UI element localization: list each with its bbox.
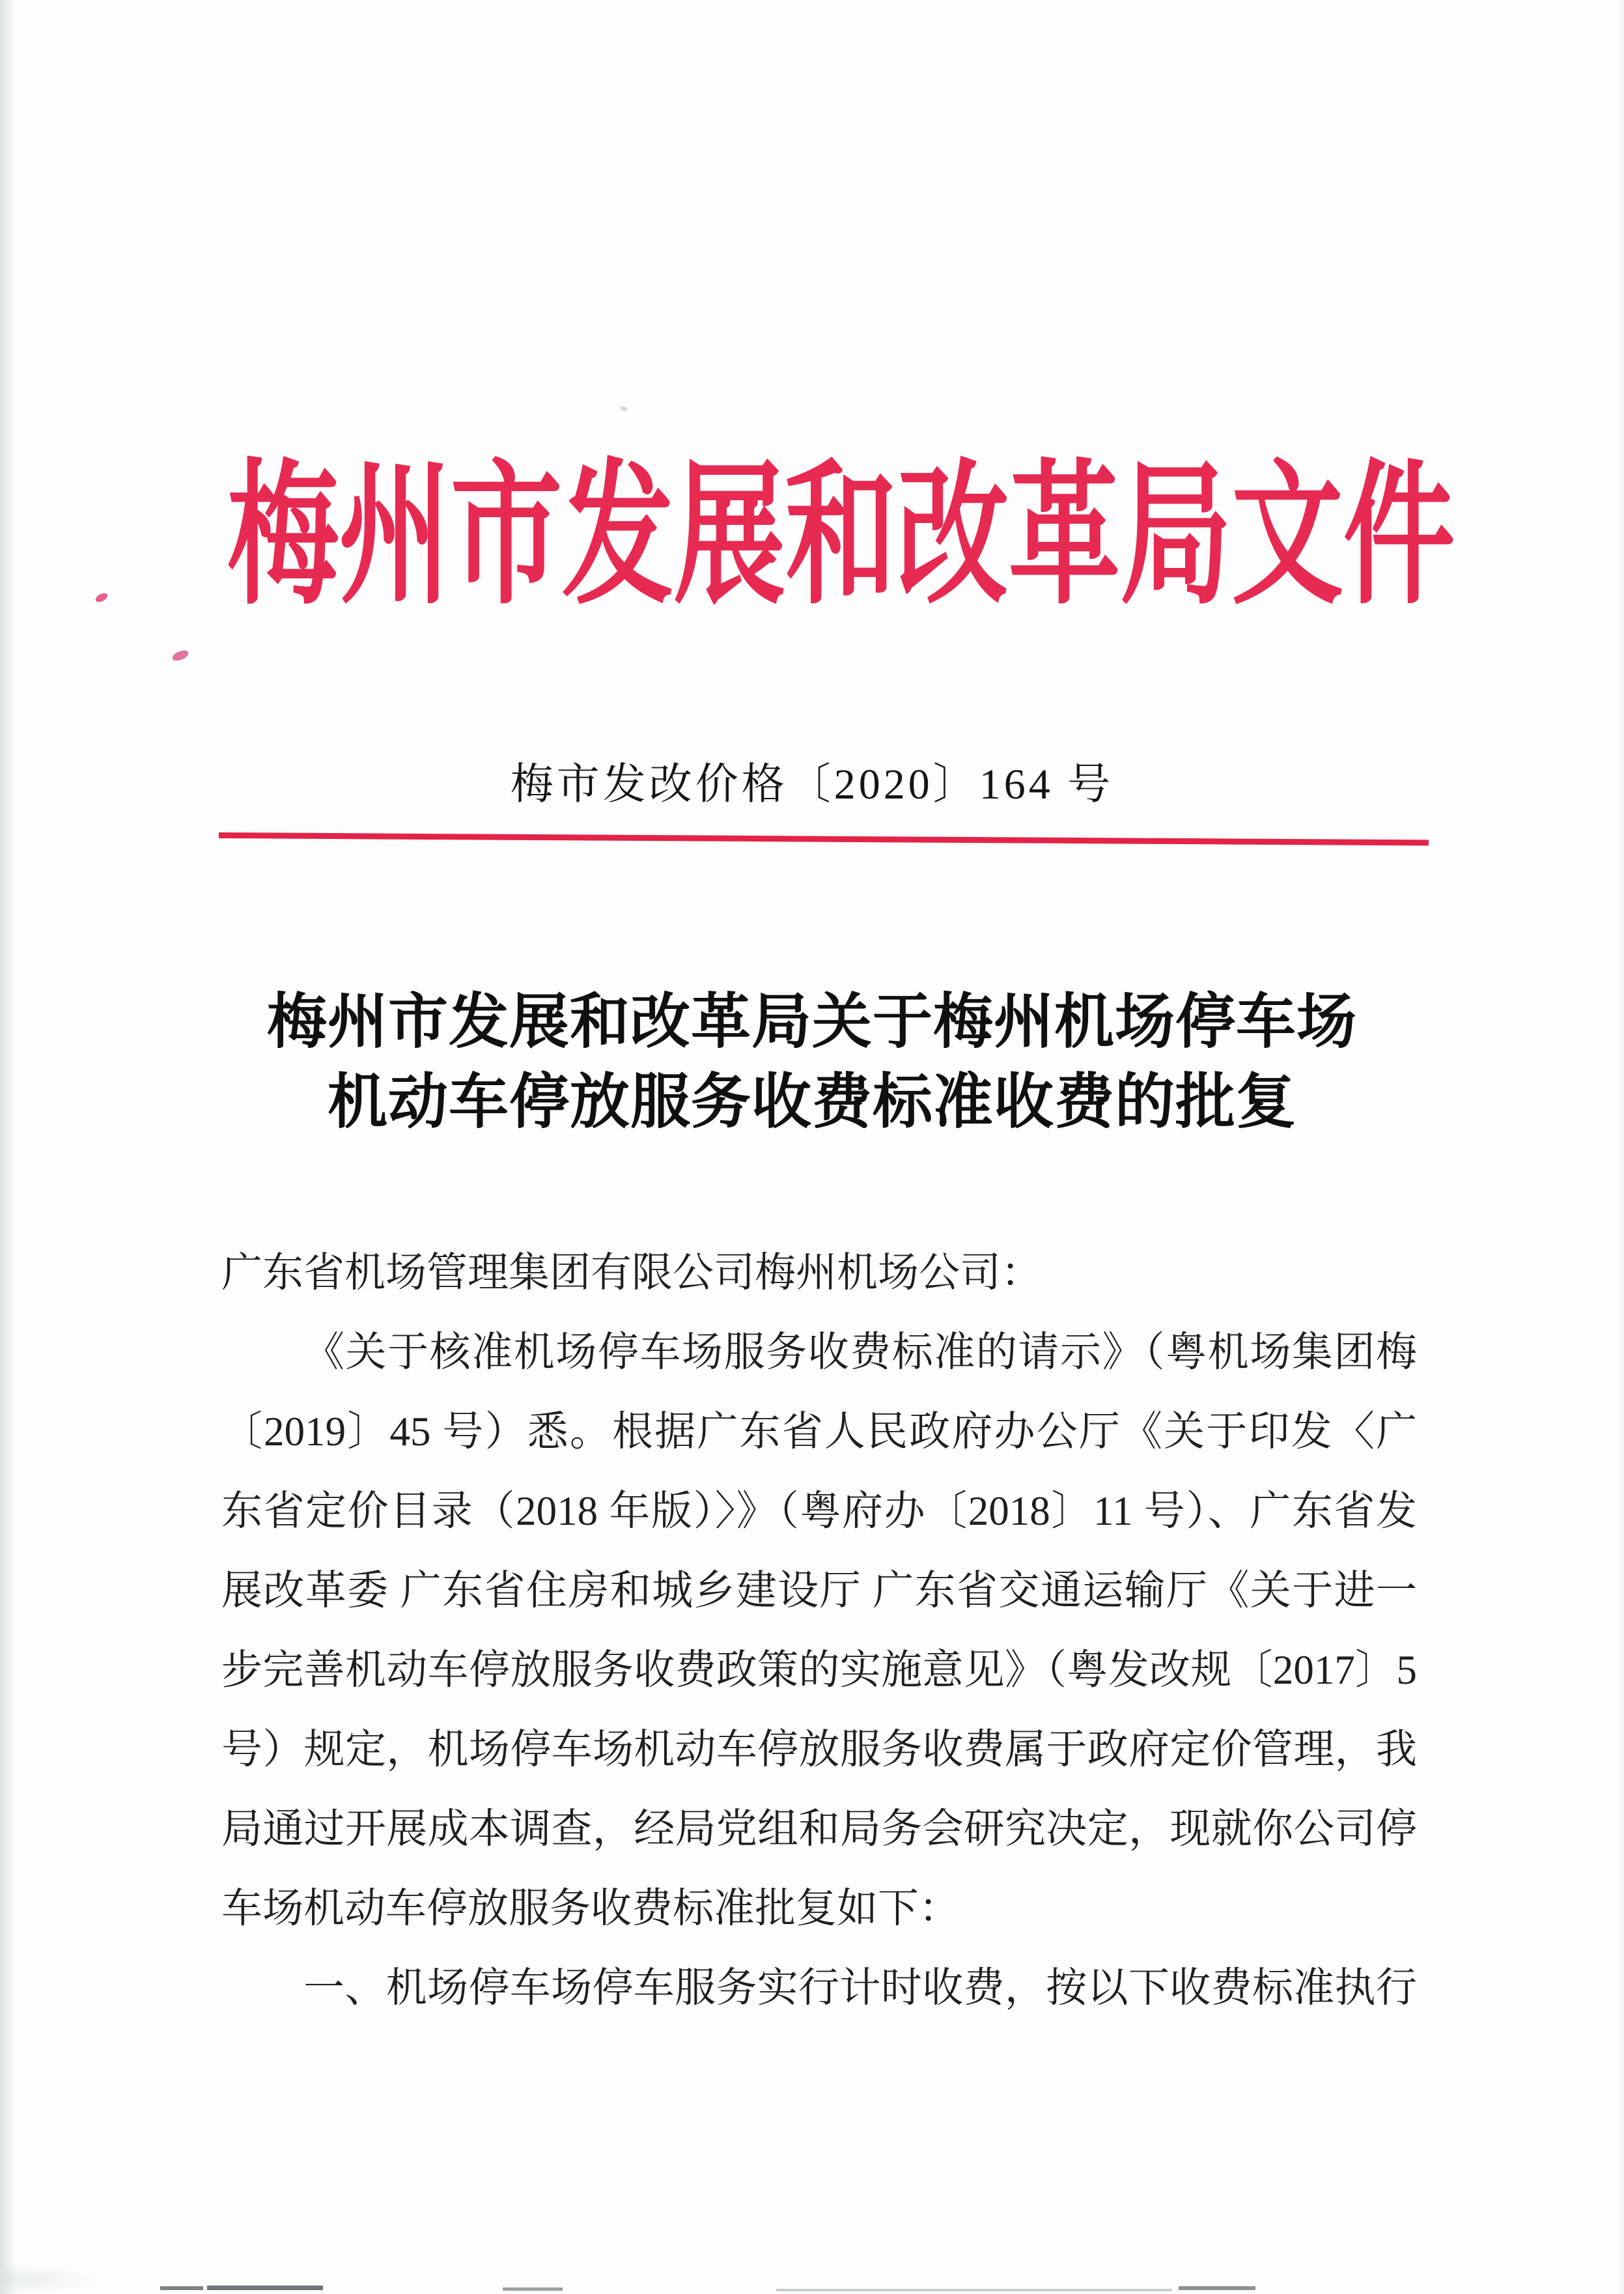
ink-speck [619,406,628,412]
document-title-line1: 梅州市发展和改革局关于梅州机场停车场 [266,989,1357,1055]
scan-right-edge-shadow [1619,0,1624,2294]
red-divider-rule [219,832,1429,845]
issuing-org-masthead: 梅州市发展和改革局文件 [227,451,1455,623]
body-line: 《关于核准机场停车场服务收费标准的请示》（粤机场集团梅 [303,1329,1417,1375]
body-line: 步完善机动车停放服务收费政策的实施意见》（粤发改规〔2017〕5 [221,1647,1417,1693]
ink-speck [94,591,109,604]
body-line-item-one: 一、机场停车场停车服务实行计时收费，按以下收费标准执行 [303,1965,1417,2011]
document-title-line2: 机动车停放服务收费标准收费的批复 [327,1069,1296,1135]
scan-corner-smudge [0,2265,98,2294]
body-line-salutation: 广东省机场管理集团有限公司梅州机场公司： [221,1250,1042,1296]
scan-bottom-dash [207,2286,323,2290]
body-line: 车场机动车停放服务收费标准批复如下： [221,1886,960,1931]
scan-bottom-dash [1179,2286,1255,2290]
body-line: 号）规定，机场停车场机动车停放服务收费属于政府定价管理，我 [221,1727,1417,1772]
body-line: 〔2019〕45 号）悉。根据广东省人民政府办公厅《关于印发〈广 [221,1409,1417,1454]
body-line: 东省定价目录（2018 年版）〉》（粤府办〔2018〕11 号）、广东省发 [221,1488,1417,1534]
body-line: 局通过开展成本调查，经局党组和局务会研究决定，现就你公司停 [221,1806,1417,1852]
ink-speck [171,649,190,663]
document-body [221,1233,1417,2028]
document-title [0,982,1624,1142]
scan-bottom-dash [776,2289,1172,2291]
scan-left-edge-shadow [0,0,16,2294]
document-number: 梅市发改价格〔2020〕164 号 [510,761,1114,808]
scan-bottom-dash [503,2287,563,2291]
body-line: 展改革委 广东省住房和城乡建设厅 广东省交通运输厅《关于进一 [221,1568,1417,1613]
scan-bottom-dash [160,2286,203,2290]
